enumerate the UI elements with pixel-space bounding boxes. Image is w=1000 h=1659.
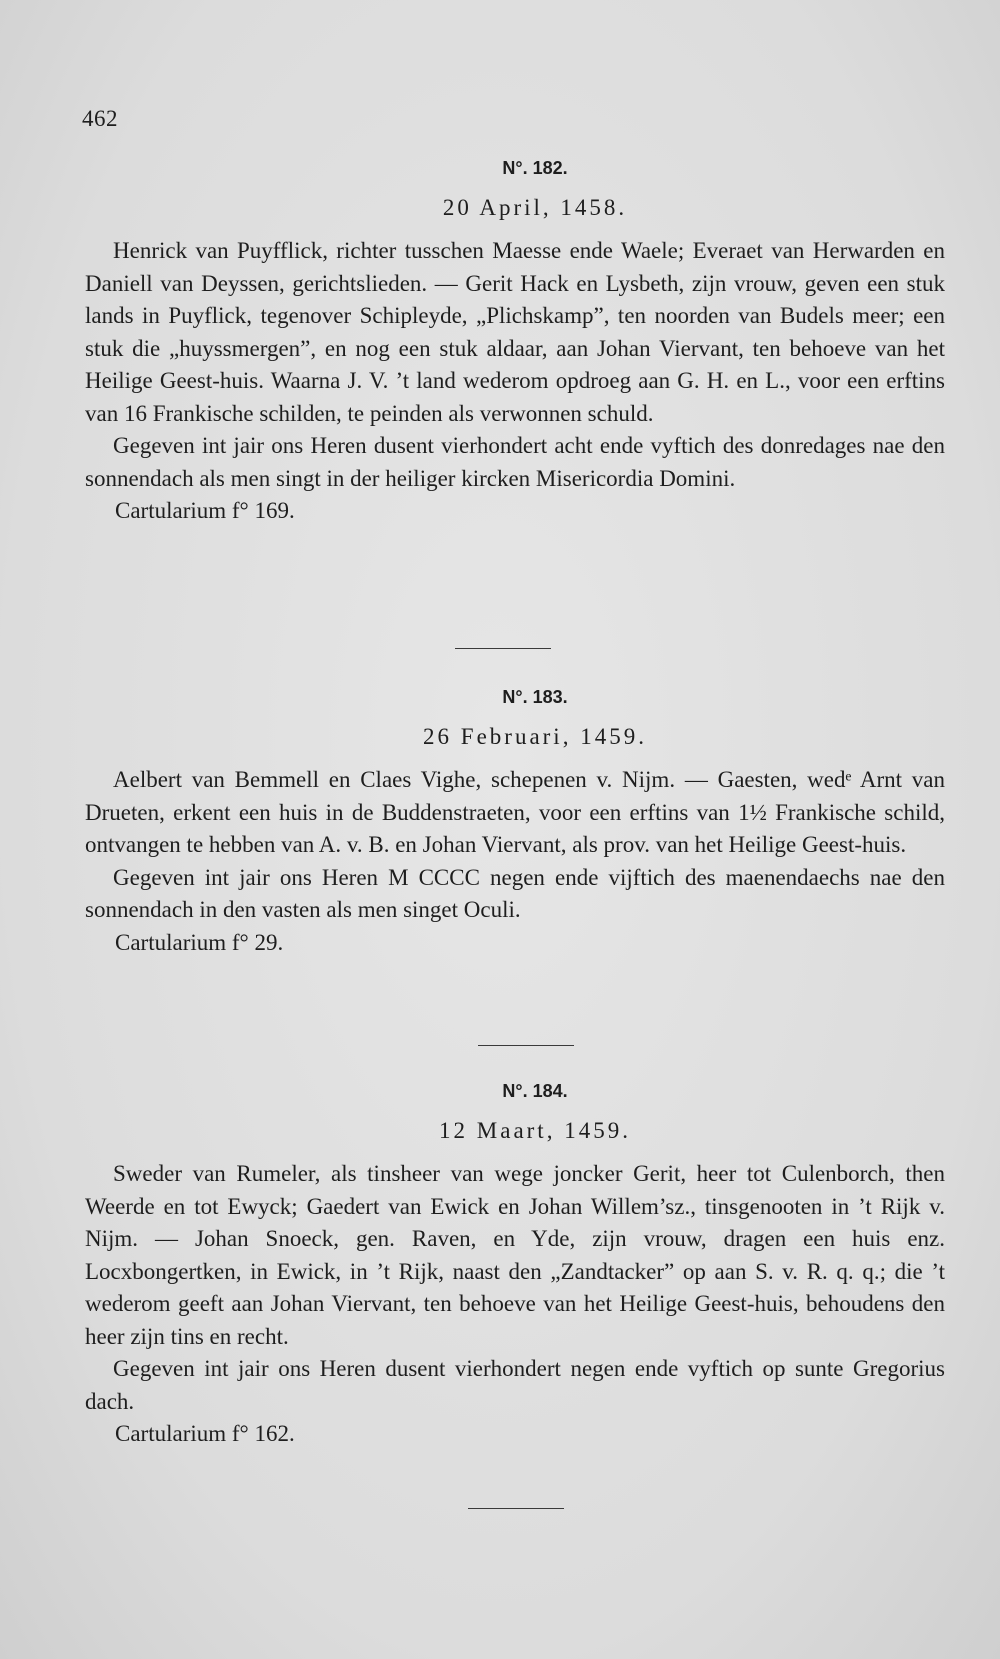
entry-number: N°. 184.: [502, 1081, 568, 1101]
section-divider: [455, 648, 551, 649]
entry-source: Cartularium f° 169.: [115, 498, 295, 523]
charter-entry-184: [85, 1078, 945, 1451]
entry-body: Henrick van Puyfflick, richter tusschen Maesse ende Waele; Everaet van Herwarden en Daniell van Deyssen, gerichtslieden. — Gerit Hack en Lysbeth, zijn vrouw, geven een stuk lands in Puyflick, tegenover Schipleyde, „Plichskamp”, ten noorden van Budels meer; een stuk die „huyssmergen”, en nog een stuk aldaar, aan Johan Viervant, ten behoeve van het Heilige Geest-huis. Waarna J. V. ’t land wederom opdroeg aan G. H. en L., voor een erftins van 16 Frankische schilden, te peinden als verwonnen schuld.: [85, 238, 945, 426]
entry-body: Aelbert van Bemmell en Claes Vighe, schepenen v. Nijm. — Gaesten, wedᵉ Arnt van Drueten, erkent een huis in de Buddenstraeten, voor een erftins van 1½ Frankische schild, ontvangen te hebben van A. v. B. en Johan Viervant, als prov. van het Heilige Geest-huis.: [85, 767, 945, 857]
entry-number: N°. 182.: [502, 158, 568, 178]
entry-dating-clause: Gegeven int jair ons Heren dusent vierhondert negen ende vyftich op sunte Gregorius dach.: [85, 1356, 945, 1414]
entry-body: Sweder van Rumeler, als tinsheer van wege joncker Gerit, heer tot Culenborch, then Weerde en tot Ewyck; Gaedert van Ewick en Johan Willem’sz., tinsgenooten in ’t Rijk v. Nijm. — Johan Snoeck, gen. Raven, en Yde, zijn vrouw, dragen een huis enz. Locxbongertken, in Ewick, in ’t Rijk, naast den „Zandtacker” op aan S. v. R. q. q.; die ’t wederom geeft aan Johan Viervant, ten behoeve van het Heilige Geest-huis, behoudens den heer zijn tins en recht.: [85, 1161, 945, 1349]
entry-text: [85, 764, 945, 927]
page-number: 462: [82, 106, 118, 131]
entry-source: Cartularium f° 162.: [115, 1421, 295, 1446]
section-divider: [478, 1045, 574, 1046]
entry-date: 12 Maart, 1459.: [439, 1118, 631, 1143]
entry-dating-clause: Gegeven int jair ons Heren M CCCC negen ende vijftich des maenendaechs nae den sonnendach in den vasten als men singet Oculi.: [85, 864, 945, 922]
charter-entry-183: [85, 684, 945, 959]
entry-date: 20 April, 1458.: [442, 195, 628, 220]
entry-number: N°. 183.: [502, 687, 568, 707]
charter-entry-182: [85, 155, 945, 528]
entry-text: [85, 1158, 945, 1418]
entry-date: 26 Februari, 1459.: [423, 724, 647, 749]
entry-text: [85, 235, 945, 495]
section-divider: [468, 1508, 564, 1509]
entry-source: Cartularium f° 29.: [115, 929, 284, 955]
entry-dating-clause: Gegeven int jair ons Heren dusent vierhondert acht ende vyftich des donredages nae den sonnendach als men singt in der heiliger kircken Misericordia Domini.: [85, 433, 945, 491]
